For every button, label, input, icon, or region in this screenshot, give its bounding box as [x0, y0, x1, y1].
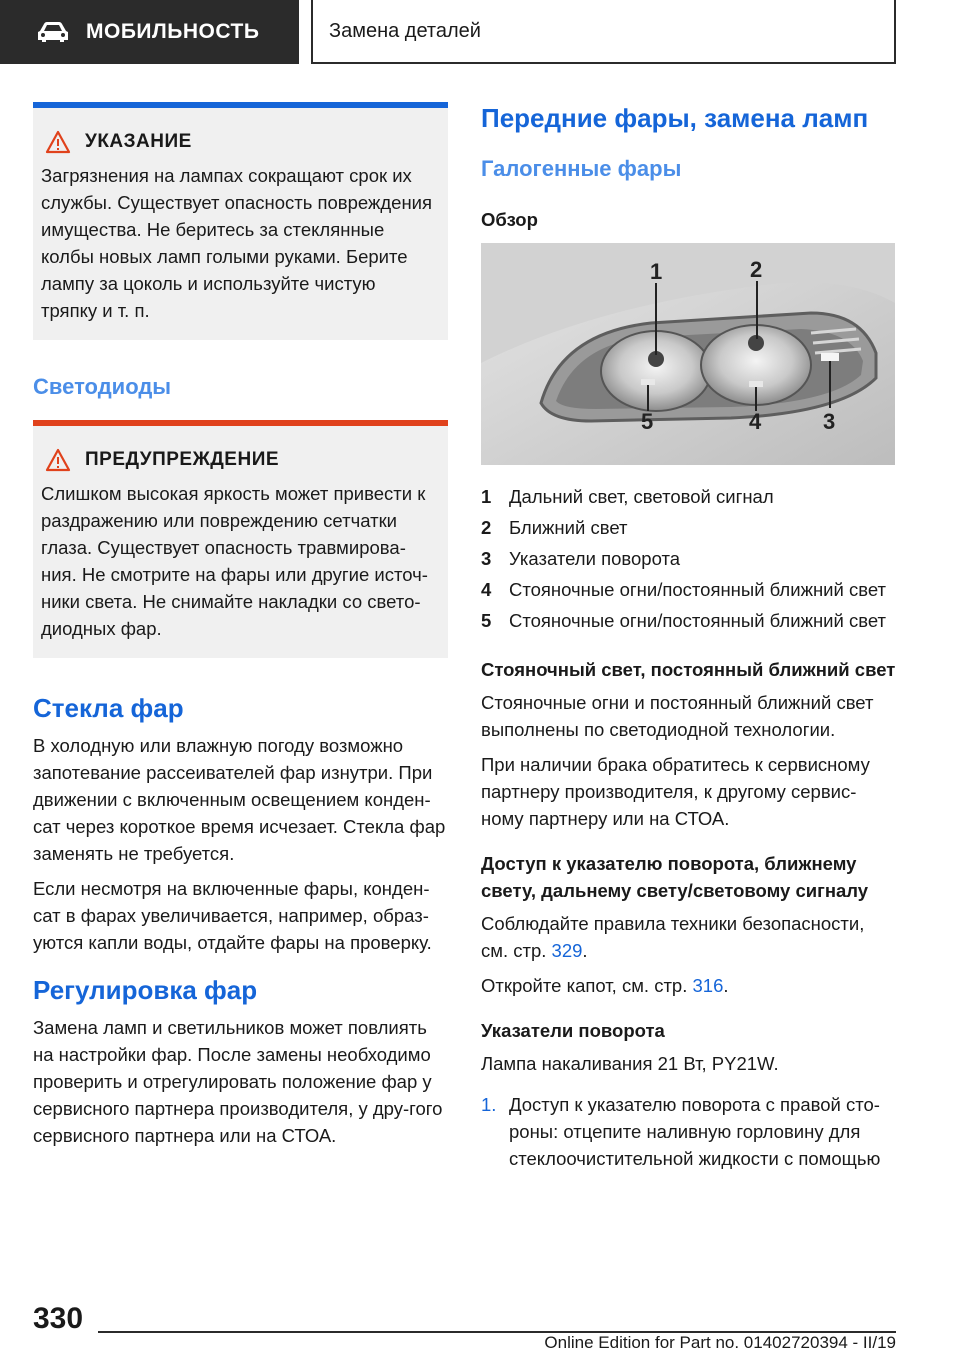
figure-legend — [481, 483, 896, 634]
parking-paragraph: Стояночные огни и постоянный ближний свет выполнены по светодиодной технологии. — [481, 692, 874, 740]
legend-text: Стояночные огни/постоянный ближний свет — [509, 610, 886, 631]
headlights-heading: Передние фары, замена ламп — [481, 103, 869, 133]
adjust-paragraph: Замена ламп и светильников может повлиять на настройки фар. После замены необходимо проверить и отрегулировать положение фар у сервисного партнера производителя, у дру-гого сервисного партнера или на СТОА. — [33, 1017, 443, 1146]
chapter-header — [311, 0, 896, 64]
note-text: Загрязнения на лампах сокращают срок их службы. Существует опасность повреждения имущества. Не беритесь за стеклянные колбы новых ламп голыми руками. Берите лампу за цоколь и используйте чистую тряпку и т. п. — [41, 165, 433, 321]
warning-text: Слишком высокая яркость может привести к раздражению или повреждению сетчатки глаза. Существует опасность травмирова-ния. Не смотрите на фары или другие источ-ники света. Не снимайте накладки со свето-диодных фар. — [41, 483, 428, 639]
warning-box — [33, 420, 448, 658]
turn-signal-paragraph: Лампа накаливания 21 Вт, PY21W. — [481, 1053, 779, 1074]
period: . — [723, 975, 729, 996]
headlight-illustration — [481, 243, 895, 465]
warning-triangle-icon — [45, 130, 71, 154]
turn-signal-heading: Указатели поворота — [481, 1020, 665, 1041]
figure-label-1: 1 — [650, 259, 663, 284]
access-paragraph-2 — [481, 972, 896, 999]
figure-label-4: 4 — [749, 409, 762, 434]
warning-triangle-icon — [45, 448, 71, 472]
right-column — [481, 102, 896, 1172]
glass-paragraph-2: Если несмотря на включенные фары, конден-сат в фарах увеличивается, например, образ-уются капли воды, отдайте фары на проверку. — [33, 878, 432, 953]
legend-number: 5 — [481, 610, 492, 631]
step-number: 1. — [481, 1094, 497, 1115]
access-text-2: Откройте капот, см. стр. — [481, 975, 693, 996]
section-label: МОБИЛЬНОСТЬ — [86, 20, 260, 43]
car-icon — [36, 21, 70, 43]
led-heading: Светодиоды — [33, 374, 172, 399]
adjust-heading: Регулировка фар — [33, 975, 258, 1005]
access-heading: Доступ к указателю поворота, ближнему свету, дальнему свету/световому сигналу — [481, 853, 869, 901]
legend-text: Ближний свет — [509, 517, 628, 538]
halogen-subheading: Галогенные фары — [481, 156, 682, 181]
headlight-figure — [481, 243, 895, 465]
step-1 — [481, 1091, 896, 1172]
legend-number: 2 — [481, 517, 492, 538]
legend-item — [481, 483, 896, 510]
legend-text: Дальний свет, световой сигнал — [509, 486, 774, 507]
parking-heading: Стояночный свет, постоянный ближний свет — [481, 659, 896, 680]
access-paragraph-1 — [481, 910, 896, 964]
legend-item — [481, 607, 896, 634]
note-title: УКАЗАНИЕ — [85, 131, 192, 152]
legend-item — [481, 514, 896, 541]
section-tab — [0, 0, 299, 64]
left-column — [33, 102, 448, 1157]
note-title-row — [41, 130, 436, 154]
warning-title-row — [41, 448, 436, 472]
figure-label-5: 5 — [641, 409, 654, 434]
glass-heading: Стекла фар — [33, 693, 184, 723]
parking-paragraph-2: При наличии брака обратитесь к сервисному партнеру производителя, к другому сервис-ному партнеру или на СТОА. — [481, 754, 870, 829]
legend-number: 4 — [481, 579, 492, 600]
figure-label-3: 3 — [823, 409, 836, 434]
legend-number: 3 — [481, 548, 492, 569]
glass-paragraph-1: В холодную или влажную погоду возможно запотевание рассеивателей фар изнутри. При движении с включенным освещением конден-сат через короткое время исчезает. Стекла фар заменять не требуется. — [33, 735, 446, 864]
chapter-title: Замена деталей — [329, 19, 481, 42]
footer-edition: Online Edition for Part no. 01402720394 - II/19 — [544, 1333, 896, 1352]
legend-text: Стояночные огни/постоянный ближний свет — [509, 579, 886, 600]
page-link-329[interactable]: 329 — [551, 940, 583, 961]
legend-text: Указатели поворота — [509, 548, 681, 569]
page-link-316[interactable]: 316 — [692, 975, 724, 996]
access-text-1: Соблюдайте правила техники безопасности, см. стр. — [481, 913, 865, 961]
note-box — [33, 102, 448, 340]
overview-heading: Обзор — [481, 209, 538, 230]
step-text: Доступ к указателю поворота с правой сто-роны: отцепите наливную горловину для стеклоочистительной жидкости с помощью — [509, 1094, 881, 1169]
legend-number: 1 — [481, 486, 492, 507]
warning-title: ПРЕДУПРЕЖДЕНИЕ — [85, 449, 280, 470]
legend-item — [481, 576, 896, 603]
period: . — [582, 940, 588, 961]
figure-label-2: 2 — [750, 257, 763, 282]
legend-item — [481, 545, 896, 572]
page-number: 330 — [33, 1302, 84, 1335]
